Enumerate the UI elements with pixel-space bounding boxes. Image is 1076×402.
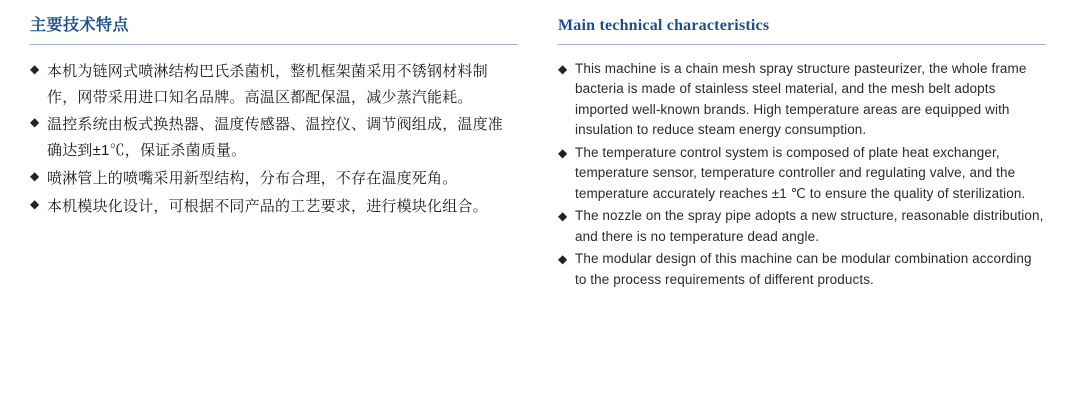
page-title-chinese: 主要技术特点 [30, 17, 130, 34]
list-item-text: 温控系统由板式换热器、温度传感器、温控仪、调节阀组成，温度准确达到±1℃，保证杀菌质量。 [47, 116, 504, 160]
list-item [558, 143, 1046, 205]
title-divider-right [558, 44, 1046, 45]
list-item [30, 166, 518, 192]
list-item [30, 59, 518, 111]
list-item [558, 206, 1046, 247]
page-title-english: Main technical characteristics [558, 17, 770, 34]
list-item [30, 194, 518, 220]
list-item-text: This machine is a chain mesh spray structure pasteurizer, the whole frame bacteria is made of stainless steel material, and the mesh belt adopts imported well-known brands. High temperature areas are equipped with insulation to reduce steam energy consumption. [575, 60, 1027, 138]
list-item-text: The modular design of this machine can be modular combination according to the process requirements of different products. [575, 251, 1032, 287]
list-item-text: 喷淋管上的喷嘴采用新型结构，分布合理，不存在温度死角。 [47, 169, 458, 187]
list-item [558, 59, 1046, 141]
diamond-bullet-icon: ◆ [30, 168, 40, 183]
list-item-text: 本机为链网式喷淋结构巴氏杀菌机，整机框架菌采用不锈钢材料制作，网带采用进口知名品牌。高温区都配保温，减少蒸汽能耗。 [47, 62, 488, 106]
diamond-bullet-icon: ◆ [30, 61, 40, 76]
diamond-bullet-icon: ◆ [558, 252, 568, 267]
diamond-bullet-icon: ◆ [30, 196, 40, 211]
list-item [30, 112, 518, 164]
list-item-text: 本机模块化设计，可根据不同产品的工艺要求，进行模块化组合。 [47, 197, 488, 215]
title-divider-left [30, 44, 518, 45]
list-item [558, 249, 1046, 290]
list-item-text: The nozzle on the spray pipe adopts a new structure, reasonable distribution, and there is no temperature dead angle. [575, 208, 1044, 244]
diamond-bullet-icon: ◆ [558, 145, 568, 160]
list-item-text: The temperature control system is composed of plate heat exchanger, temperature sensor, temperature controller and regulating valve, and the temperature accurately reaches ±1 ℃ to ensure the quality of sterilization. [575, 144, 1026, 201]
diamond-bullet-icon: ◆ [558, 209, 568, 224]
diamond-bullet-icon: ◆ [558, 61, 568, 76]
feature-list-chinese [30, 59, 518, 220]
diamond-bullet-icon: ◆ [30, 115, 40, 130]
feature-list-english [558, 59, 1046, 291]
right-column-english [538, 0, 1076, 402]
